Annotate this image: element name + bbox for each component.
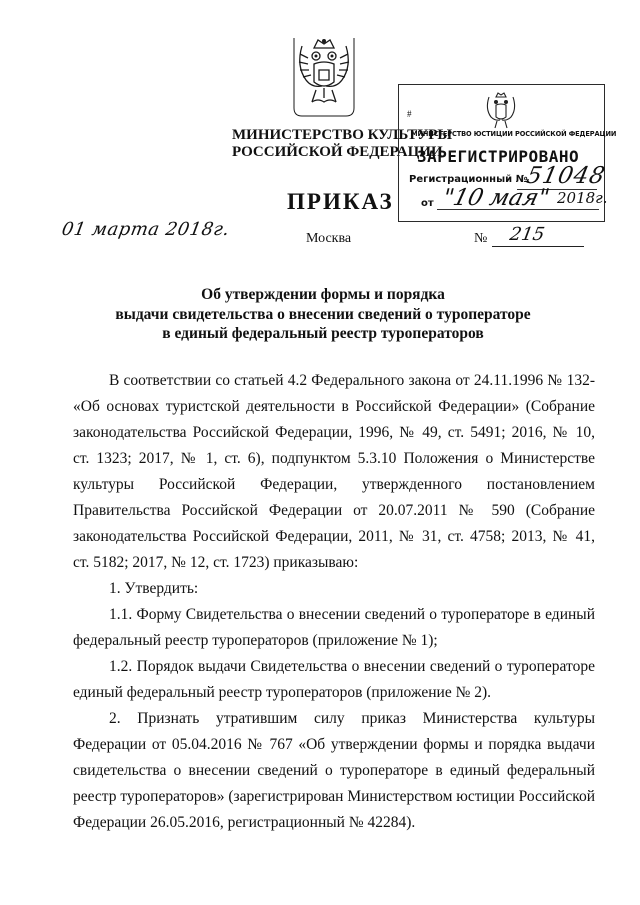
body-line: 2. Признать утратившим силу приказ Министерства культуры	[109, 710, 595, 727]
body-line: 1. Утвердить:	[109, 580, 199, 597]
body-line: «Об основах туристской деятельности в Российской Федерации» (Собрание	[73, 398, 595, 415]
stamp-registration-number: 51048	[524, 163, 608, 189]
subject-line-1: Об утверждении формы и порядка	[201, 286, 445, 303]
body-line: 1.1. Форму Свидетельства о внесении сведений о туроператоре в единый	[109, 606, 595, 623]
order-body	[73, 368, 595, 836]
subject-line-2: выдачи свидетельства о внесении сведений о туроператоре	[115, 305, 531, 323]
body-line: Федерации 26.05.2016, регистрационный № 42284).	[73, 814, 416, 831]
body-line: ст. 5182; 2017, № 12, ст. 1723) приказываю:	[73, 554, 359, 571]
order-city: Москва	[306, 231, 352, 246]
order-number-handwritten: 215	[508, 224, 547, 245]
body-line: В соответствии со статьей 4.2 Федерального закона от 24.11.1996 № 132-	[109, 372, 595, 389]
body-line: законодательства Российской Федерации, 2011, № 31, ст. 4758; 2013, № 41,	[73, 528, 595, 545]
ministry-line-2: РОССИЙСКОЙ ФЕДЕРАЦИИ	[232, 144, 443, 160]
subject-line-3: в единый федеральный реестр туроператоров	[162, 325, 484, 342]
stamp-date-handwritten: "10 мая"	[439, 185, 552, 211]
body-line: Правительства Российской Федерации от 20.07.2011 № 590 (Собрание	[73, 502, 595, 519]
body-line: федеральный реестр туроператоров (приложение № 1);	[73, 632, 438, 649]
stamp-date-line	[437, 209, 599, 210]
order-subject	[60, 285, 586, 344]
registration-stamp	[398, 84, 617, 222]
order-title: ПРИКАЗ	[287, 189, 394, 214]
body-line: 1.2. Порядок выдачи Свидетельства о внесении сведений о туроператоре	[109, 658, 595, 675]
body-line: законодательства Российской Федерации, 1996, № 49, ст. 5491; 2016, № 10,	[73, 424, 595, 441]
body-line: Федерации от 05.04.2016 № 767 «Об утверждении формы и порядка выдачи	[73, 736, 595, 753]
stamp-year-handwritten: 2018г.	[557, 189, 608, 207]
order-date-handwritten: 01 марта 2018г.	[60, 219, 232, 240]
stamp-registration-label: Регистрационный №	[409, 174, 528, 185]
body-line: культуры Российской Федерации, утвержденного постановлением	[73, 476, 595, 493]
order-number-sign: №	[474, 231, 488, 246]
body-line: свидетельства о внесении сведений о туроператоре в единый федеральный	[73, 762, 595, 779]
stamp-title: ЗАРЕГИСТРИРОВАНО	[417, 147, 580, 166]
stamp-mark: #	[407, 109, 412, 119]
body-line: единый федеральный реестр туроператоров (приложение № 2).	[73, 684, 492, 701]
coat-of-arms-icon	[292, 36, 356, 120]
body-line: реестр туроператоров» (зарегистрирован Министерством юстиции Российской	[73, 788, 595, 805]
stamp-ministry-name: МИНИСТЕРСТВО ЮСТИЦИИ РОССИЙСКОЙ ФЕДЕРАЦИИ	[411, 130, 617, 138]
body-line: ст. 1323; 2017, № 1, ст. 6), подпунктом 5.3.10 Положения о Министерстве	[73, 450, 595, 467]
stamp-date-prefix: от	[421, 198, 434, 209]
order-number-line	[492, 246, 584, 247]
stamp-coat-of-arms-icon	[483, 91, 519, 131]
ministry-line-1: МИНИСТЕРСТВО КУЛЬТУРЫ	[232, 127, 453, 143]
